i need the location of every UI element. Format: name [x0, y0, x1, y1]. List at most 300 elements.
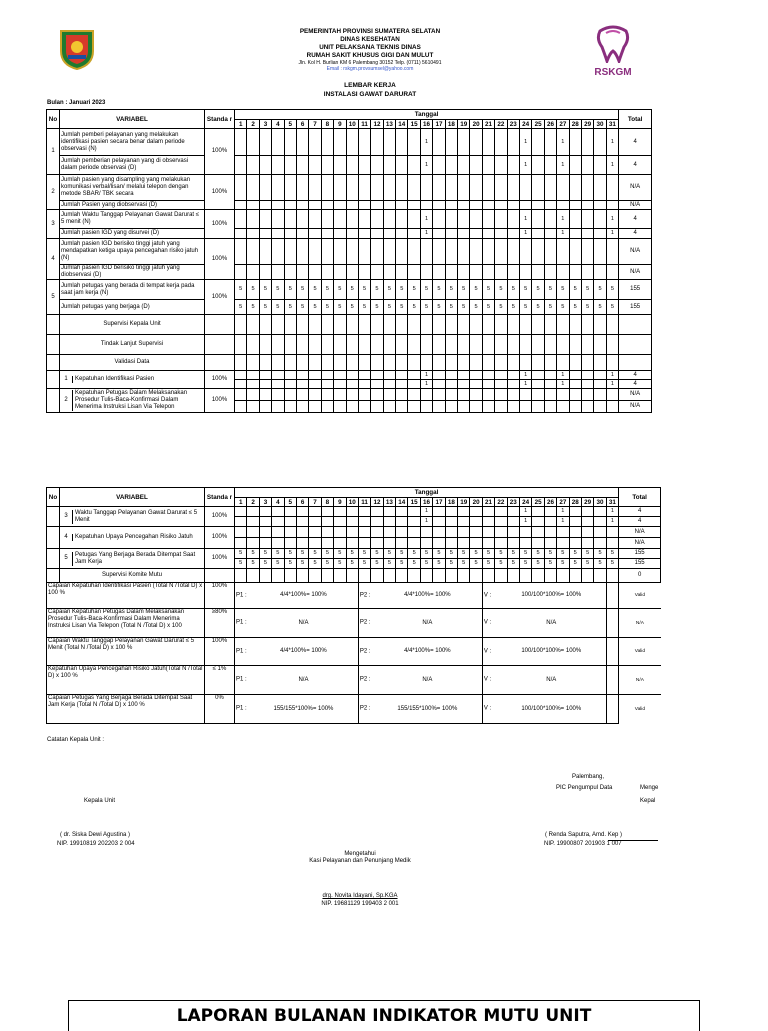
day-cell	[334, 389, 346, 401]
day-header: 5	[284, 498, 296, 507]
capaian-v-label: V :	[483, 705, 492, 712]
day-cell	[519, 239, 531, 265]
day-cell: 5	[470, 280, 482, 300]
day-cell	[235, 401, 247, 413]
day-cell: 1	[606, 517, 618, 527]
day-cell	[482, 175, 494, 201]
day-header: 28	[569, 120, 581, 129]
day-cell	[557, 401, 569, 413]
day-cell: 5	[259, 300, 271, 315]
day-cell	[346, 507, 358, 517]
day-cell	[470, 507, 482, 517]
day-cell	[235, 239, 247, 265]
day-cell: 5	[532, 300, 544, 315]
day-cell	[569, 239, 581, 265]
day-cell: 5	[495, 559, 507, 569]
day-cell	[259, 265, 271, 280]
day-cell	[334, 229, 346, 239]
day-cell	[532, 527, 544, 538]
day-cell	[371, 380, 383, 389]
day-cell	[247, 129, 259, 156]
day-cell	[445, 175, 457, 201]
signer-left-nip: NIP. 19910819 202203 2 004	[57, 841, 135, 847]
day-cell	[235, 265, 247, 280]
day-header: 23	[507, 120, 519, 129]
day-cell	[445, 527, 457, 538]
day-cell	[358, 380, 370, 389]
total-value: N/A	[619, 538, 661, 549]
day-cell	[259, 156, 271, 175]
day-cell	[495, 239, 507, 265]
day-header: 21	[482, 120, 494, 129]
day-cell	[371, 265, 383, 280]
day-cell: 5	[532, 280, 544, 300]
day-cell: 5	[296, 559, 308, 569]
total-value: 4	[619, 517, 661, 527]
day-header: 1	[235, 120, 247, 129]
day-cell	[247, 229, 259, 239]
table-row	[47, 280, 652, 300]
day-cell	[296, 389, 308, 401]
capaian-p2-label: P2 :	[359, 619, 371, 626]
letterhead	[250, 28, 490, 72]
day-cell: 5	[519, 549, 531, 559]
day-cell	[383, 265, 395, 280]
day-cell	[532, 517, 544, 527]
table-row	[47, 175, 652, 201]
table-row	[47, 507, 661, 517]
signer-right-nip: NIP. 19900807 201903 1 007	[544, 841, 622, 847]
worksheet-table	[46, 109, 652, 413]
row-number: 2	[47, 175, 60, 210]
day-cell	[470, 389, 482, 401]
day-cell	[396, 129, 408, 156]
place-label: Palembang,	[572, 774, 605, 780]
day-cell	[309, 210, 321, 229]
day-cell: 1	[519, 229, 531, 239]
day-cell	[309, 380, 321, 389]
day-cell	[334, 239, 346, 265]
variabel-text: Waktu Tanggap Pelayanan Gawat Darurat ≤ 5 Menit	[72, 510, 204, 524]
day-cell	[383, 156, 395, 175]
day-cell	[482, 371, 494, 380]
day-cell	[458, 389, 470, 401]
day-cell	[396, 201, 408, 210]
day-cell: 5	[482, 300, 494, 315]
capaian-v-value: 100/100*100%= 100%	[521, 648, 582, 654]
capaian-row	[47, 638, 661, 666]
day-cell: 5	[358, 549, 370, 559]
day-cell	[358, 401, 370, 413]
day-cell	[495, 380, 507, 389]
day-cell: 5	[334, 559, 346, 569]
day-cell	[346, 156, 358, 175]
day-cell	[334, 210, 346, 229]
capaian-p1-label: P1 :	[236, 648, 247, 654]
day-cell	[557, 239, 569, 265]
day-header: 20	[470, 120, 482, 129]
row-number: 4	[64, 534, 68, 540]
day-cell: 5	[433, 280, 445, 300]
variabel-text: Kepatuhan Upaya Pencegahan Risiko Jatuh	[72, 534, 193, 541]
day-cell: 5	[383, 549, 395, 559]
day-cell	[594, 371, 606, 380]
day-cell	[507, 517, 519, 527]
day-cell	[433, 401, 445, 413]
day-cell	[247, 507, 259, 517]
day-cell	[495, 401, 507, 413]
day-cell	[458, 538, 470, 549]
variabel-text: Jumlah pasien yang disampling yang melakukan komunikasi verbal/lisan/ melalui telepon dengan metode SBAR/ TBK secara	[60, 175, 205, 201]
day-cell	[272, 201, 284, 210]
day-cell	[532, 380, 544, 389]
day-cell	[383, 210, 395, 229]
day-cell	[396, 517, 408, 527]
day-cell	[383, 401, 395, 413]
capaian-standar: 0%	[205, 695, 235, 724]
standar-value: 100%	[205, 129, 235, 175]
day-cell: 1	[606, 371, 618, 380]
day-cell	[334, 175, 346, 201]
day-cell	[272, 389, 284, 401]
day-cell	[296, 538, 308, 549]
day-cell: 5	[569, 300, 581, 315]
day-cell: 5	[296, 549, 308, 559]
mengetahui-label: Mengetahui	[344, 851, 376, 857]
day-cell	[495, 229, 507, 239]
day-cell	[569, 527, 581, 538]
capaian-p2-label: P2 :	[359, 592, 371, 598]
day-cell	[433, 517, 445, 527]
row-number: 3	[47, 210, 60, 239]
day-cell	[458, 517, 470, 527]
day-cell	[433, 156, 445, 175]
day-cell: 5	[445, 549, 457, 559]
day-cell	[420, 239, 432, 265]
day-header: 10	[346, 120, 358, 129]
capaian-row	[47, 666, 661, 695]
day-cell	[259, 517, 271, 527]
day-cell	[383, 175, 395, 201]
day-cell	[296, 175, 308, 201]
day-cell	[321, 389, 333, 401]
day-header: 30	[594, 120, 606, 129]
day-cell	[309, 401, 321, 413]
standar-value: 100%	[205, 210, 235, 239]
day-cell: 5	[235, 300, 247, 315]
day-cell	[507, 129, 519, 156]
total-value: 4	[619, 371, 652, 380]
day-cell	[507, 201, 519, 210]
day-cell	[507, 380, 519, 389]
day-cell: 5	[346, 549, 358, 559]
standar-value: 100%	[205, 507, 235, 527]
day-header: 13	[383, 120, 395, 129]
day-cell	[272, 229, 284, 239]
day-cell	[296, 201, 308, 210]
day-cell	[470, 371, 482, 380]
day-cell: 5	[507, 300, 519, 315]
day-cell	[594, 265, 606, 280]
variabel-text: Jumlah petugas yang berjaga (D)	[60, 300, 205, 315]
day-cell: 1	[420, 210, 432, 229]
day-cell	[581, 389, 593, 401]
capaian-p1-label: P1 :	[236, 592, 247, 598]
capaian-p1-value: 4/4*100%= 100%	[280, 592, 327, 598]
day-cell	[408, 129, 420, 156]
day-cell	[458, 239, 470, 265]
day-cell	[445, 538, 457, 549]
standar-value: 100%	[205, 549, 235, 569]
day-cell	[247, 265, 259, 280]
day-cell: 5	[259, 559, 271, 569]
day-cell: 5	[581, 549, 593, 559]
day-cell	[606, 389, 618, 401]
day-cell	[544, 156, 556, 175]
day-cell	[544, 239, 556, 265]
day-cell	[346, 201, 358, 210]
day-cell	[396, 538, 408, 549]
capaian-v-label: V :	[483, 676, 492, 683]
day-cell	[433, 229, 445, 239]
day-cell	[507, 401, 519, 413]
standar-value: 100%	[205, 371, 235, 389]
capaian-p2-value: N/A	[422, 676, 433, 683]
kepala-unit-label: Kepala Unit	[84, 798, 116, 804]
day-cell	[544, 201, 556, 210]
day-cell	[495, 527, 507, 538]
col-variabel: VARIABEL	[60, 110, 205, 129]
day-cell	[544, 210, 556, 229]
day-cell	[433, 389, 445, 401]
day-cell	[507, 371, 519, 380]
day-cell	[519, 265, 531, 280]
day-cell	[272, 507, 284, 517]
day-header: 19	[458, 498, 470, 507]
day-cell: 5	[445, 280, 457, 300]
day-cell	[247, 401, 259, 413]
day-cell	[358, 527, 370, 538]
day-cell	[495, 517, 507, 527]
variabel-text: Jumlah pemberi pelayanan yang melakukan identifikasi pasien secara benar dalam periode observasi (N)	[60, 129, 205, 156]
day-cell	[259, 380, 271, 389]
day-cell	[445, 517, 457, 527]
doc-title: LEMBAR KERJA	[344, 82, 396, 89]
day-cell	[458, 210, 470, 229]
tooth-icon	[590, 25, 636, 63]
rskgm-logo-text: RSKGM	[594, 67, 632, 78]
day-cell	[321, 201, 333, 210]
day-cell: 5	[569, 280, 581, 300]
day-cell	[495, 129, 507, 156]
standar-value: 100%	[205, 175, 235, 210]
day-cell	[495, 201, 507, 210]
day-header: 28	[569, 498, 581, 507]
day-cell	[346, 229, 358, 239]
day-header: 10	[346, 498, 358, 507]
day-cell: 5	[358, 300, 370, 315]
table-row	[47, 265, 652, 280]
day-cell	[247, 389, 259, 401]
day-cell	[334, 401, 346, 413]
day-cell	[445, 389, 457, 401]
day-cell	[235, 201, 247, 210]
day-cell	[346, 401, 358, 413]
day-cell	[321, 380, 333, 389]
validation-number: 2	[64, 397, 68, 403]
day-cell	[247, 239, 259, 265]
day-cell	[259, 507, 271, 517]
day-cell	[544, 527, 556, 538]
table-row	[47, 229, 652, 239]
day-header: 5	[284, 120, 296, 129]
day-cell	[544, 129, 556, 156]
day-cell	[284, 129, 296, 156]
capaian-status: N/A	[619, 666, 661, 695]
day-cell	[371, 229, 383, 239]
day-cell	[519, 389, 531, 401]
day-cell	[507, 239, 519, 265]
day-header: 31	[606, 120, 618, 129]
day-cell	[346, 517, 358, 527]
day-cell	[544, 389, 556, 401]
day-cell	[606, 527, 618, 538]
day-cell	[408, 229, 420, 239]
day-cell: 5	[557, 549, 569, 559]
day-header: 29	[581, 120, 593, 129]
day-header: 1	[235, 498, 247, 507]
day-cell	[383, 389, 395, 401]
day-cell	[358, 389, 370, 401]
day-cell	[495, 265, 507, 280]
pic-label: PIC Pengumpul Data	[556, 785, 613, 791]
day-cell: 5	[420, 300, 432, 315]
day-cell	[309, 129, 321, 156]
day-cell	[334, 507, 346, 517]
day-cell	[247, 527, 259, 538]
day-cell: 5	[420, 559, 432, 569]
day-cell	[309, 371, 321, 380]
day-cell	[507, 175, 519, 201]
day-cell	[581, 380, 593, 389]
day-cell: 5	[247, 280, 259, 300]
day-cell	[396, 156, 408, 175]
day-cell	[594, 156, 606, 175]
day-cell	[396, 401, 408, 413]
day-cell	[259, 175, 271, 201]
day-cell	[606, 201, 618, 210]
day-cell	[259, 129, 271, 156]
day-cell	[519, 401, 531, 413]
letterhead-line4: RUMAH SAKIT KHUSUS GIGI DAN MULUT	[306, 52, 434, 59]
day-cell	[371, 527, 383, 538]
day-header: 14	[396, 498, 408, 507]
day-cell	[420, 389, 432, 401]
day-cell	[581, 129, 593, 156]
day-cell: 5	[581, 559, 593, 569]
day-cell	[569, 517, 581, 527]
day-cell	[284, 517, 296, 527]
day-cell: 5	[507, 280, 519, 300]
day-cell	[235, 507, 247, 517]
day-cell	[296, 239, 308, 265]
day-cell: 1	[557, 380, 569, 389]
day-cell	[569, 210, 581, 229]
day-cell: 1	[519, 507, 531, 517]
capaian-p1-value: N/A	[298, 619, 309, 626]
day-cell: 1	[519, 129, 531, 156]
day-cell: 5	[420, 549, 432, 559]
capaian-status: Valid	[619, 638, 661, 666]
day-cell: 1	[557, 371, 569, 380]
day-header: 25	[532, 120, 544, 129]
capaian-p1-value: 4/4*100%= 100%	[280, 648, 327, 654]
day-cell: 5	[569, 549, 581, 559]
day-cell: 5	[235, 559, 247, 569]
day-cell: 5	[334, 280, 346, 300]
day-cell: 5	[284, 280, 296, 300]
total-value: 155	[619, 549, 661, 559]
day-cell	[358, 156, 370, 175]
day-cell: 1	[606, 156, 618, 175]
day-cell: 1	[420, 507, 432, 517]
day-header: 20	[470, 498, 482, 507]
day-cell	[458, 265, 470, 280]
total-value: 4	[619, 156, 652, 175]
day-cell	[458, 380, 470, 389]
day-header: 6	[296, 120, 308, 129]
total-value: 155	[619, 280, 652, 300]
day-cell	[408, 538, 420, 549]
day-cell	[334, 380, 346, 389]
capaian-status: Valid	[619, 695, 661, 724]
day-cell	[569, 401, 581, 413]
day-cell	[284, 380, 296, 389]
day-cell	[371, 538, 383, 549]
capaian-label: Capaian Kepatuhan Petugas Dalam Melaksanakan Prosedur Tulis-Baca-Konfirmasi Dalam Menerima Instruksi Lisan Via Telepon (Total N /Total D) x 100	[47, 609, 205, 638]
day-cell: 5	[519, 280, 531, 300]
day-cell	[371, 239, 383, 265]
day-cell	[458, 129, 470, 156]
table-row	[47, 549, 661, 559]
day-cell: 5	[284, 300, 296, 315]
day-cell	[482, 380, 494, 389]
capaian-row	[47, 609, 661, 638]
day-cell	[482, 527, 494, 538]
day-cell	[544, 507, 556, 517]
day-cell	[272, 129, 284, 156]
signer-center-nip: NIP. 19681129 199403 2 001	[321, 901, 399, 907]
day-cell: 5	[321, 549, 333, 559]
day-cell: 1	[420, 156, 432, 175]
day-header: 19	[458, 120, 470, 129]
day-cell	[507, 229, 519, 239]
day-cell: 1	[519, 210, 531, 229]
day-cell: 5	[594, 559, 606, 569]
day-header: 30	[594, 498, 606, 507]
day-cell	[309, 156, 321, 175]
day-cell: 5	[396, 280, 408, 300]
day-header: 9	[334, 498, 346, 507]
day-cell	[296, 210, 308, 229]
day-cell	[470, 527, 482, 538]
variabel-text: Jumlah pemberian pelayanan yang di observasi dalam periode observasi (D)	[60, 156, 205, 175]
day-cell: 1	[420, 229, 432, 239]
row-number: 1	[47, 129, 60, 175]
variabel-text: Jumlah Waktu Tanggap Pelayanan Gawat Darurat ≤ 5 menit (N)	[60, 210, 205, 229]
day-cell	[519, 527, 531, 538]
day-cell	[321, 129, 333, 156]
